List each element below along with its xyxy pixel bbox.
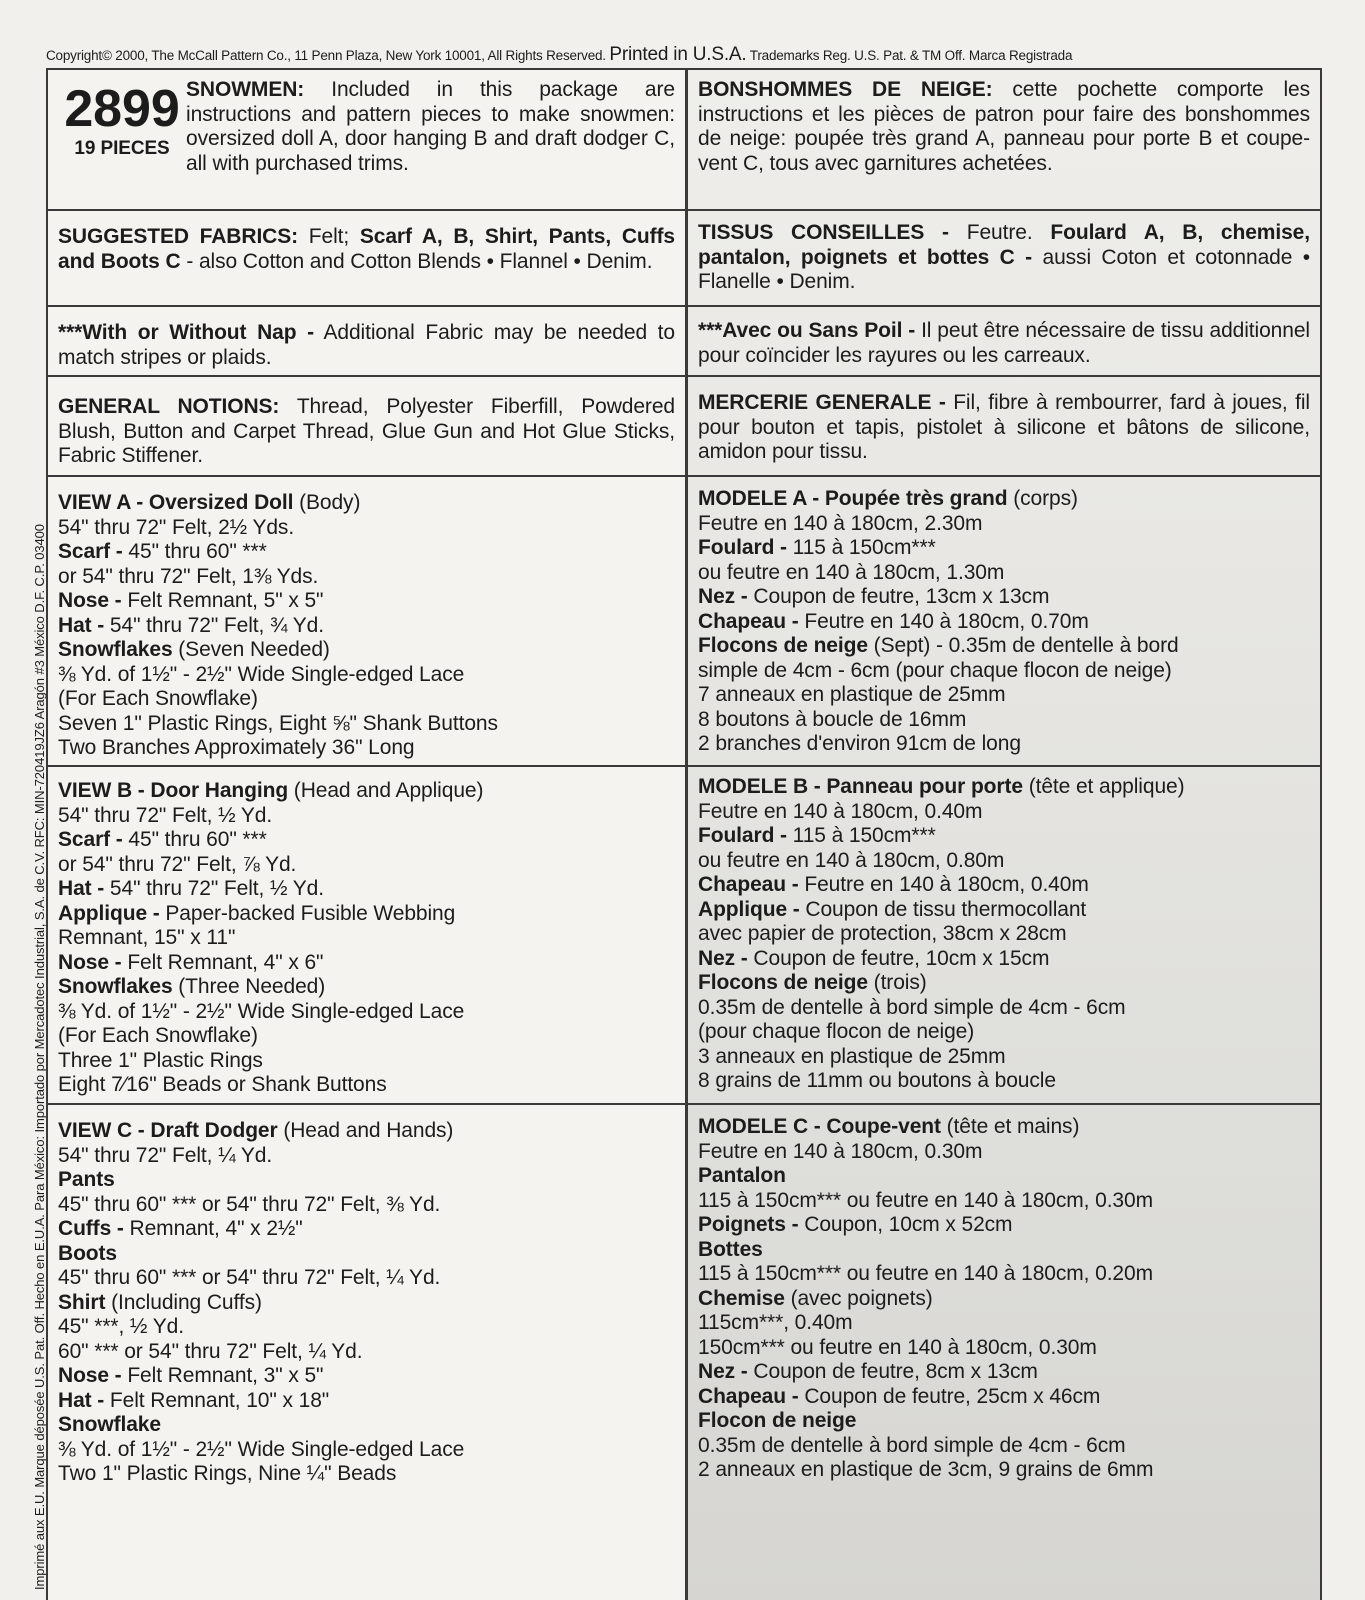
spec-line-label: Scarf - — [58, 540, 123, 563]
spec-line — [698, 873, 1310, 898]
spec-line-text: avec papier de protection, 38cm x 28cm — [698, 922, 1067, 945]
spec-line-label: Shirt — [58, 1290, 106, 1314]
en-description — [186, 78, 675, 176]
spec-line-label: Poignets - — [698, 1213, 799, 1236]
spec-line-label: Cuffs - — [58, 1217, 124, 1240]
spec-line-label: Hat - — [58, 1388, 105, 1412]
spec-line — [698, 1069, 1310, 1094]
spec-line — [58, 491, 675, 516]
fr-notions-title: MERCERIE GENERALE - — [698, 391, 946, 414]
en-view-c-section — [48, 1105, 685, 1595]
spec-line — [698, 996, 1310, 1021]
spec-line-text: Feutre en 140 à 180cm, 2.30m — [698, 511, 983, 535]
spec-line — [698, 732, 1310, 757]
en-view-b-lines — [58, 779, 675, 1098]
pattern-number: 2899 — [64, 80, 180, 138]
spec-line-text: simple de 4cm - 6cm (pour chaque flocon de neige) — [698, 658, 1172, 682]
spec-line-text: 54" thru 72" Felt, ¼ Yd. — [58, 1143, 273, 1167]
en-notions-section — [48, 377, 685, 477]
spec-line-text: Feutre en 140 à 180cm, 0.70m — [798, 609, 1089, 633]
spec-line-text: or 54" thru 72" Felt, 1⅜ Yds. — [58, 564, 319, 588]
spec-line-text: Feutre en 140 à 180cm, 0.30m — [698, 1139, 983, 1163]
en-view-b-section — [48, 767, 685, 1105]
spec-line-label: Flocons de neige — [698, 971, 868, 994]
spec-line-text: 45" thru 60" *** — [122, 828, 267, 851]
spec-line-text: ou feutre en 140 à 180cm, 1.30m — [698, 560, 1005, 584]
spec-line-text: Coupon de feutre, 10cm x 15cm — [747, 946, 1050, 970]
spec-line — [58, 1315, 675, 1340]
spec-line-text: Two 1" Plastic Rings, Nine ¼" Beads — [58, 1462, 397, 1485]
spec-line-label: Nez - — [698, 1360, 748, 1383]
fr-fabrics-title: TISSUS CONSEILLES - — [698, 221, 949, 244]
spec-line — [698, 849, 1310, 874]
spec-line-label: MODELE C - Coupe-vent — [698, 1115, 941, 1138]
spec-line — [58, 736, 675, 761]
spec-line-text: (avec poignets) — [784, 1286, 933, 1310]
en-view-c-lines — [58, 1119, 675, 1487]
trademark-text: Trademarks Reg. U.S. Pat. & TM Off. Marca Registrada — [749, 48, 1073, 63]
spec-line-text: (tête et applique) — [1022, 775, 1185, 798]
spec-line-label: Hat - — [58, 613, 105, 637]
pieces-count: 19 PIECES — [74, 138, 170, 159]
spec-line-label: Chapeau - — [698, 873, 799, 896]
spec-line — [58, 804, 675, 829]
spec-line — [58, 663, 675, 688]
spec-line-text: 45" thru 60" *** or 54" thru 72" Felt, ⅜ Yd. — [58, 1192, 441, 1216]
spec-line-text: (trois) — [867, 971, 927, 994]
spec-line-label: MODELE B - Panneau pour porte — [698, 775, 1023, 798]
spec-line — [698, 971, 1310, 996]
spec-line — [698, 708, 1310, 733]
spec-line-text: Coupon, 10cm x 52cm — [798, 1213, 1013, 1236]
spec-line-text: 54" thru 72" Felt, 2½ Yds. — [58, 515, 295, 539]
spec-line — [58, 1168, 675, 1193]
spec-line — [698, 1311, 1310, 1336]
spec-line — [698, 683, 1310, 708]
spec-line-text: 115 à 150cm*** — [786, 536, 936, 559]
spec-line — [58, 1119, 675, 1144]
spec-line-label: Applique - — [698, 897, 800, 921]
fr-header-section — [688, 70, 1320, 211]
fr-view-a-lines — [698, 487, 1310, 757]
en-fabrics-title: SUGGESTED FABRICS: — [58, 225, 299, 248]
spec-line — [698, 922, 1310, 947]
en-fabrics-text1: Felt; — [308, 225, 350, 248]
spec-line-label: VIEW B - Door Hanging — [58, 779, 289, 802]
spec-line-text: (Head and Applique) — [288, 779, 484, 802]
spec-line — [58, 902, 675, 927]
spec-line-text: Coupon de feutre, 25cm x 46cm — [798, 1384, 1101, 1408]
fr-view-c-section — [688, 1105, 1320, 1595]
spec-line — [58, 1364, 675, 1389]
spec-line-text: (Head and Hands) — [277, 1119, 454, 1142]
spec-line-text: Coupon de tissu thermocollant — [799, 897, 1087, 921]
spec-line-text: 7 anneaux en plastique de 25mm — [698, 683, 1006, 706]
spec-line-label: Foulard - — [698, 824, 787, 847]
spec-line — [58, 712, 675, 737]
spec-line-label: Chemise — [698, 1286, 785, 1310]
french-column — [688, 70, 1320, 1600]
spec-line-text: 8 boutons à boucle de 16mm — [698, 707, 967, 731]
spec-line-text: 0.35m de dentelle à bord simple de 4cm - 6cm — [698, 1433, 1126, 1457]
spec-line-text: Feutre en 140 à 180cm, 0.40m — [798, 873, 1089, 896]
spec-line-text: ⅜ Yd. of 1½" - 2½" Wide Single-edged Lace — [58, 662, 465, 686]
spec-line-text: Eight 7⁄16" Beads or Shank Buttons — [58, 1073, 387, 1096]
spec-line — [698, 775, 1310, 800]
spec-line-text: Coupon de feutre, 8cm x 13cm — [747, 1360, 1038, 1383]
en-title: SNOWMEN: — [186, 78, 305, 101]
spec-line — [698, 487, 1310, 512]
spec-line-text: (tête et mains) — [940, 1115, 1080, 1138]
en-fabrics-text2: - also Cotton and Cotton Blends • Flannel • Denim. — [186, 249, 653, 273]
spec-line-label: Snowflakes — [58, 975, 173, 998]
spec-line-label: Pantalon — [698, 1164, 786, 1187]
spec-line-text: Remnant, 4" x 2½" — [123, 1217, 303, 1240]
spec-line-text: ou feutre en 140 à 180cm, 0.80m — [698, 848, 1005, 872]
spec-line-text: 2 branches d'environ 91cm de long — [698, 732, 1021, 755]
spec-line — [58, 1073, 675, 1098]
fr-notions-section — [688, 377, 1320, 477]
copyright-line — [46, 44, 1316, 66]
spec-line-label: Boots — [58, 1241, 117, 1265]
spec-line-label: Snowflakes — [58, 638, 173, 661]
spec-line — [58, 1242, 675, 1267]
spec-line-text: Felt Remnant, 10" x 18" — [104, 1388, 330, 1412]
spec-line — [58, 687, 675, 712]
en-header-section — [48, 70, 685, 211]
spec-line-text: 115cm***, 0.40m — [698, 1311, 853, 1334]
spec-line — [58, 1217, 675, 1242]
fr-title: BONSHOMMES DE NEIGE: — [698, 78, 993, 101]
spec-line — [698, 1458, 1310, 1483]
spec-line-label: Applique - — [58, 901, 160, 925]
spec-line — [58, 853, 675, 878]
spec-line — [58, 877, 675, 902]
spec-line — [698, 800, 1310, 825]
spec-line-label: Hat - — [58, 877, 105, 900]
en-nap-text: Additional Fabric may be needed to match stripes or plaids. — [58, 321, 675, 369]
spec-line — [58, 1193, 675, 1218]
spec-line-label: MODELE A - Poupée très grand — [698, 487, 1008, 510]
pattern-code-block — [58, 78, 186, 176]
spec-line — [698, 1287, 1310, 1312]
spec-line-text: Two Branches Approximately 36" Long — [58, 736, 415, 759]
spec-line — [698, 1140, 1310, 1165]
spec-line — [698, 947, 1310, 972]
spec-line-text: 45" ***, ½ Yd. — [58, 1315, 184, 1338]
spec-line — [698, 1262, 1310, 1287]
en-description-text: Included in this package are instructions and pattern pieces to make snowmen: oversized doll A, door hanging B and draft dodger C, all with purchased trims. — [186, 78, 675, 175]
spec-line — [698, 1115, 1310, 1140]
spec-line-label: Pants — [58, 1168, 115, 1191]
spec-line — [58, 1000, 675, 1025]
spec-line-text: 8 grains de 11mm ou boutons à boucle — [698, 1069, 1056, 1092]
spec-line — [698, 659, 1310, 684]
spec-line-text: (corps) — [1007, 487, 1078, 510]
spec-line-text: 2 anneaux en plastique de 3cm, 9 grains de 6mm — [698, 1458, 1154, 1481]
fr-nap-section — [688, 307, 1320, 377]
spec-line-text: (Sept) - 0.35m de dentelle à bord — [867, 634, 1179, 657]
spec-line — [58, 1389, 675, 1414]
copyright-text: Copyright© 2000, The McCall Pattern Co., 11 Penn Plaza, New York 10001, All Rights Reserved. — [46, 48, 606, 63]
spec-line-text: or 54" thru 72" Felt, ⅞ Yd. — [58, 852, 297, 876]
spec-line-text: Remnant, 15" x 11" — [58, 926, 236, 949]
spec-line — [698, 1336, 1310, 1361]
spec-line — [698, 1045, 1310, 1070]
spec-line — [698, 824, 1310, 849]
fr-nap-title: ***Avec ou Sans Poil - — [698, 319, 916, 342]
fr-fabrics-section — [688, 211, 1320, 307]
spec-line-text: (pour chaque flocon de neige) — [698, 1020, 975, 1043]
spec-line — [58, 614, 675, 639]
spec-line-text: 3 anneaux en plastique de 25mm — [698, 1044, 1006, 1068]
spec-line-text: Felt Remnant, 4" x 6" — [121, 950, 324, 974]
spec-line-label: Nose - — [58, 950, 122, 974]
spec-line — [698, 1189, 1310, 1214]
spec-line — [698, 1360, 1310, 1385]
spec-line-text: 45" thru 60" *** or 54" thru 72" Felt, ¼ Yd. — [58, 1266, 441, 1289]
spec-line — [58, 926, 675, 951]
spec-line — [58, 1291, 675, 1316]
spec-line-label: Bottes — [698, 1237, 763, 1261]
spec-line-text: 150cm*** ou feutre en 140 à 180cm, 0.30m — [698, 1335, 1097, 1359]
spec-line — [698, 1385, 1310, 1410]
en-fabrics-bold: Scarf A, B, Shirt, Pants, Cuffs and Boots C — [58, 225, 675, 273]
spec-line-label: Foulard - — [698, 536, 787, 559]
spec-line-text: 115 à 150cm*** ou feutre en 140 à 180cm, 0.20m — [698, 1262, 1153, 1285]
english-column — [48, 70, 688, 1600]
spec-line — [698, 585, 1310, 610]
vertical-legal-text: Imprimé aux E.U. Marque déposée U.S. Pat. Off. Hecho en E.U.A. Para México: Importado por Mercadotec Industrial, S.A. de C.V. RFC: MIN-720419JZ6 Aragón #3 México D.F. C.P. 03400 — [32, 524, 47, 1590]
spec-line — [58, 1144, 675, 1169]
spec-line-label: Chapeau - — [698, 1384, 799, 1408]
spec-line — [58, 779, 675, 804]
fr-view-a-section — [688, 477, 1320, 767]
spec-line — [58, 1413, 675, 1438]
spec-line-text: Feutre en 140 à 180cm, 0.40m — [698, 799, 983, 823]
spec-line — [58, 975, 675, 1000]
spec-line — [58, 828, 675, 853]
spec-line — [58, 516, 675, 541]
spec-line-text: (Seven Needed) — [172, 638, 330, 661]
fr-nap-text: Il peut être nécessaire de tissu additionnel pour coïncider les rayures ou les carreaux. — [698, 319, 1310, 367]
spec-line-label: Chapeau - — [698, 609, 799, 633]
fr-view-b-section — [688, 767, 1320, 1105]
spec-line-text: ⅜ Yd. of 1½" - 2½" Wide Single-edged Lace — [58, 999, 465, 1023]
spec-line-label: Flocon de neige — [698, 1409, 857, 1432]
spec-line-text: ⅜ Yd. of 1½" - 2½" Wide Single-edged Lace — [58, 1437, 465, 1461]
spec-line — [58, 1462, 675, 1487]
fr-description-text: cette pochette comporte les instructions et les pièces de patron pour faire des bonshommes de neige: poupée très grand A, panneau pour porte B et coupe-vent C, tous avec garnitures achetées. — [698, 78, 1310, 175]
spec-line — [698, 512, 1310, 537]
spec-line-label: Snowflake — [58, 1413, 161, 1436]
en-notions-title: GENERAL NOTIONS: — [58, 395, 280, 418]
spec-line — [58, 1266, 675, 1291]
spec-line-text: (Three Needed) — [172, 975, 326, 998]
spec-line — [698, 634, 1310, 659]
fr-view-b-lines — [698, 775, 1310, 1094]
fr-view-c-lines — [698, 1115, 1310, 1483]
en-view-a-lines — [58, 491, 675, 761]
spec-line-label: Nez - — [698, 946, 748, 970]
spec-line — [58, 1049, 675, 1074]
spec-line — [58, 540, 675, 565]
spec-line — [698, 1434, 1310, 1459]
spec-line — [58, 951, 675, 976]
spec-line — [698, 898, 1310, 923]
spec-line-text: Paper-backed Fusible Webbing — [159, 901, 456, 925]
spec-line — [58, 1024, 675, 1049]
spec-line-text: (Including Cuffs) — [105, 1290, 262, 1314]
en-view-a-section — [48, 477, 685, 767]
spec-line — [698, 1213, 1310, 1238]
spec-line — [58, 1340, 675, 1365]
spec-line-text: (For Each Snowflake) — [58, 1024, 258, 1047]
spec-line — [698, 536, 1310, 561]
spec-line-label: Flocons de neige — [698, 634, 868, 657]
spec-line-text: 115 à 150cm*** — [786, 824, 936, 847]
en-notions-text: Thread, Polyester Fiberfill, Powdered Blush, Button and Carpet Thread, Glue Gun and Hot Glue Sticks, Fabric Stiffener. — [58, 395, 675, 467]
spec-line-label: VIEW A - Oversized Doll — [58, 491, 294, 514]
spec-line-label: Nez - — [698, 585, 748, 608]
spec-line-text: Coupon de feutre, 13cm x 13cm — [747, 585, 1050, 608]
fr-fabrics-bold: Foulard A, B, chemise, pantalon, poignets et bottes C - — [698, 221, 1310, 269]
spec-line — [698, 561, 1310, 586]
vertical-legal-strip — [18, 90, 46, 1590]
spec-line-label: VIEW C - Draft Dodger — [58, 1119, 278, 1142]
en-nap-title: ***With or Without Nap - — [58, 321, 314, 344]
fr-notions-text: Fil, fibre à rembourrer, fard à joues, fil pour bouton et tapis, pistolet à silicone et bâtons de silicone, amidon pour tissu. — [698, 391, 1310, 463]
pattern-envelope-sheet — [46, 68, 1322, 1600]
spec-line — [698, 1164, 1310, 1189]
spec-line — [698, 610, 1310, 635]
printed-in-text: Printed in U.S.A. — [609, 44, 747, 65]
spec-line-text: 60" *** or 54" thru 72" Felt, ¼ Yd. — [58, 1339, 363, 1363]
spec-line-text: Seven 1" Plastic Rings, Eight ⅝" Shank Buttons — [58, 711, 498, 735]
spec-line-text: 115 à 150cm*** ou feutre en 140 à 180cm, 0.30m — [698, 1188, 1153, 1212]
en-fabrics-section — [48, 211, 685, 307]
spec-line-text: Felt Remnant, 3" x 5" — [121, 1364, 324, 1387]
spec-line-text: Felt Remnant, 5" x 5" — [121, 589, 324, 612]
spec-line-label: Nose - — [58, 1364, 122, 1387]
spec-line-text: 0.35m de dentelle à bord simple de 4cm - 6cm — [698, 995, 1126, 1019]
spec-line — [58, 1438, 675, 1463]
fr-fabrics-text1: Feutre. — [966, 221, 1033, 244]
spec-line — [58, 589, 675, 614]
spec-line-text: 54" thru 72" Felt, ¾ Yd. — [104, 613, 324, 637]
spec-line-text: (Body) — [293, 491, 361, 514]
spec-line — [58, 565, 675, 590]
spec-line — [698, 1238, 1310, 1263]
fr-fabrics-text2: aussi Coton et cotonnade • Flanelle • Denim. — [698, 245, 1310, 293]
spec-line-text: 45" thru 60" *** — [122, 540, 267, 563]
spec-line — [698, 1020, 1310, 1045]
spec-line — [58, 638, 675, 663]
en-nap-section — [48, 307, 685, 377]
spec-line-text: 54" thru 72" Felt, ½ Yd. — [58, 803, 273, 827]
spec-line-text: Three 1" Plastic Rings — [58, 1048, 263, 1072]
spec-line-text: (For Each Snowflake) — [58, 687, 258, 710]
spec-line-text: 54" thru 72" Felt, ½ Yd. — [104, 877, 324, 900]
spec-line-label: Nose - — [58, 589, 122, 612]
spec-line — [698, 1409, 1310, 1434]
spec-line-label: Scarf - — [58, 828, 123, 851]
